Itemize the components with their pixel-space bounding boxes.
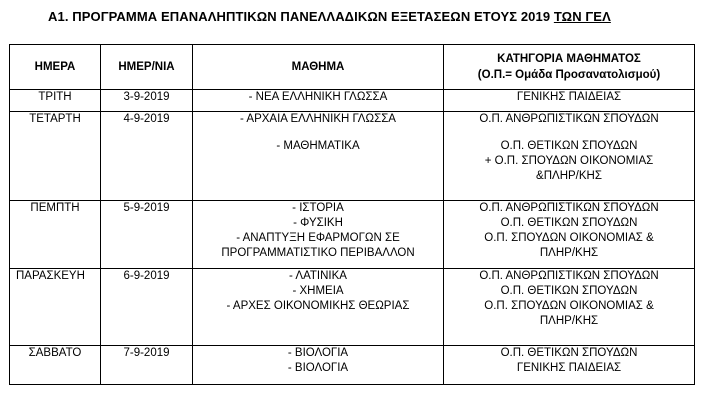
category-line: Ο.Π. ΑΝΘΡΩΠΙΣΤΙΚΩΝ ΣΠΟΥΔΩΝ (479, 270, 659, 282)
category-cell (444, 90, 695, 112)
table-row (10, 90, 695, 112)
title-main: Α1. ΠΡΟΓΡΑΜΜΑ ΕΠΑΝΑΛΗΠΤΙΚΩΝ ΠΑΝΕΛΛΑΔΙΚΩΝ ΕΞΕΤΑΣΕΩΝ ΕΤΟΥΣ 2019 (48, 9, 554, 24)
exam-schedule-table (9, 44, 695, 385)
category-line: Ο.Π. ΘΕΤΙΚΩΝ ΣΠΟΥΔΩΝ (500, 347, 638, 359)
header-subject: ΜΑΘΗΜΑ (193, 45, 444, 90)
subject-line: - ΜΑΘΗΜΑΤΙΚΑ (276, 140, 360, 152)
subject-line: - ΙΣΤΟΡΙΑ (292, 202, 344, 214)
subject-line: - ΦΥΣΙΚΗ (293, 217, 343, 229)
subject-cell (193, 269, 444, 346)
subject-cell (193, 346, 444, 385)
category-line: Ο.Π. ΣΠΟΥΔΩΝ ΟΙΚΟΝΟΜΙΑΣ & (484, 300, 654, 312)
header-day: ΗΜΕΡΑ (10, 45, 101, 90)
category-cell (444, 201, 695, 269)
day-cell: ΠΕΜΠΤΗ (10, 201, 101, 269)
title-underlined: ΤΩΝ ΓΕΛ (553, 9, 611, 24)
subject-line: - ΒΙΟΛΟΓΙΑ (287, 362, 349, 374)
category-line: Ο.Π. ΣΠΟΥΔΩΝ ΟΙΚΟΝΟΜΙΑΣ & (484, 232, 654, 244)
date-cell: 7-9-2019 (101, 346, 193, 385)
category-cell (444, 112, 695, 201)
category-line: + Ο.Π. ΣΠΟΥΔΩΝ ΟΙΚΟΝΟΜΙΑΣ (484, 155, 654, 167)
table-row (10, 269, 695, 346)
subject-cell (193, 90, 444, 112)
category-line: Ο.Π. ΘΕΤΙΚΩΝ ΣΠΟΥΔΩΝ (500, 285, 638, 297)
category-line: ΓΕΝΙΚΗΣ ΠΑΙΔΕΙΑΣ (516, 91, 622, 103)
subject-cell (193, 112, 444, 201)
header-row (10, 45, 695, 90)
header-category-line1: ΚΑΤΗΓΟΡΙΑ ΜΑΘΗΜΑΤΟΣ (497, 53, 641, 65)
table-row (10, 346, 695, 385)
day-cell: ΤΡΙΤΗ (10, 90, 101, 112)
table-row (10, 201, 695, 269)
subject-line: ΠΡΟΓΡΑΜΜΑΤΙΣΤΙΚΟ ΠΕΡΙΒΑΛΛΟΝ (221, 247, 415, 259)
category-line: Ο.Π. ΑΝΘΡΩΠΙΣΤΙΚΩΝ ΣΠΟΥΔΩΝ (479, 202, 659, 214)
subject-line: - ΒΙΟΛΟΓΙΑ (287, 347, 349, 359)
header-category (444, 45, 695, 90)
category-line: ΓΕΝΙΚΗΣ ΠΑΙΔΕΙΑΣ (516, 362, 622, 374)
category-cell (444, 269, 695, 346)
subject-line: - ΛΑΤΙΝΙΚΑ (289, 270, 347, 282)
subject-line: - ΑΡΧΑΙΑ ΕΛΛΗΝΙΚΗ ΓΛΩΣΣΑ (240, 113, 396, 125)
category-line: Ο.Π. ΘΕΤΙΚΩΝ ΣΠΟΥΔΩΝ (500, 217, 638, 229)
subject-line: - ΑΝΑΠΤΥΞΗ ΕΦΑΡΜΟΓΩΝ ΣΕ (236, 232, 400, 244)
subject-line: - ΧΗΜΕΙΑ (292, 285, 344, 297)
date-cell: 3-9-2019 (101, 90, 193, 112)
category-line: Ο.Π. ΑΝΘΡΩΠΙΣΤΙΚΩΝ ΣΠΟΥΔΩΝ (479, 113, 659, 125)
subject-cell (193, 201, 444, 269)
header-date: ΗΜΕΡ/ΝΙΑ (101, 45, 193, 90)
subject-line: - ΑΡΧΕΣ ΟΙΚΟΝΟΜΙΚΗΣ ΘΕΩΡΙΑΣ (226, 300, 410, 312)
date-cell: 5-9-2019 (101, 201, 193, 269)
subject-line: - ΝΕΑ ΕΛΛΗΝΙΚΗ ΓΛΩΣΣΑ (248, 91, 388, 103)
header-category-line2: (Ο.Π.= Ομάδα Προσανατολισμού) (477, 69, 661, 81)
date-cell: 6-9-2019 (101, 269, 193, 346)
category-line: ΠΛΗΡ/ΚΗΣ (539, 247, 599, 259)
day-cell: ΠΑΡΑΣΚΕΥΗ (10, 269, 101, 346)
table-row (10, 112, 695, 201)
category-line: Ο.Π. ΘΕΤΙΚΩΝ ΣΠΟΥΔΩΝ (500, 140, 638, 152)
day-cell: ΤΕΤΑΡΤΗ (10, 112, 101, 201)
day-cell: ΣΑΒΒΑΤΟ (10, 346, 101, 385)
category-line: &ΠΛΗΡ/ΚΗΣ (536, 170, 602, 182)
date-cell: 4-9-2019 (101, 112, 193, 201)
page-title (48, 9, 611, 24)
category-cell (444, 346, 695, 385)
category-line: ΠΛΗΡ/ΚΗΣ (539, 315, 599, 327)
